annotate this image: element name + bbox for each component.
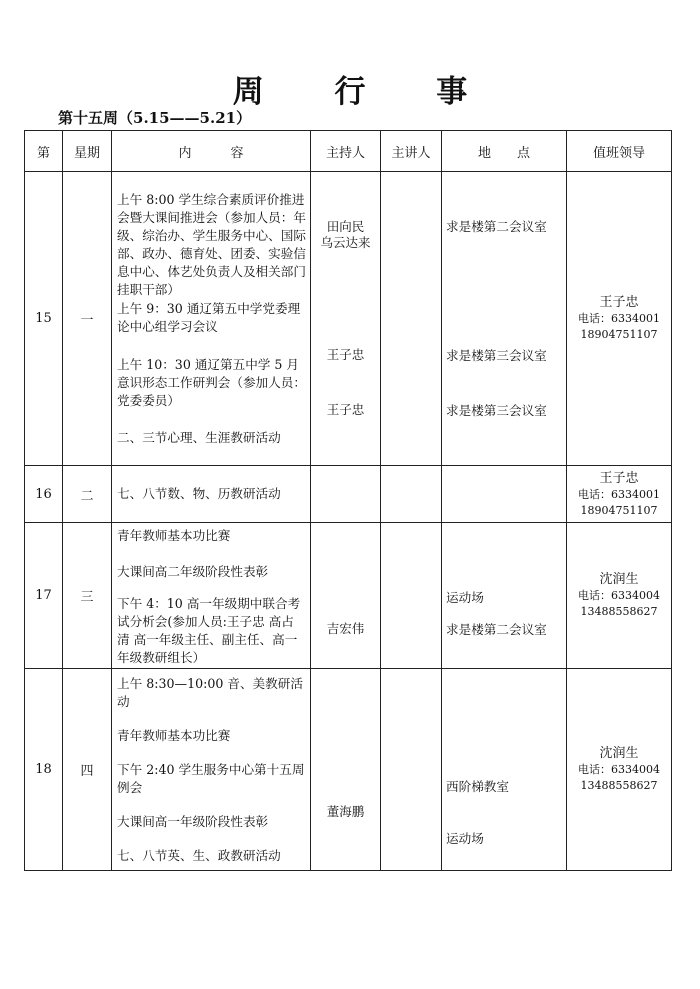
header-duty-leader: 值班领导	[567, 131, 672, 172]
host-item: 王子忠	[326, 346, 365, 362]
location-cell	[442, 172, 567, 466]
content-item: 大课间高一年级阶段性表彰	[117, 813, 269, 829]
duty-leader-mobile: 18904751107	[580, 328, 658, 341]
host-item: 董海鹏	[326, 803, 365, 819]
table-header-row	[25, 131, 672, 172]
content-cell	[112, 466, 311, 523]
content-cell	[112, 523, 311, 669]
table-row	[25, 669, 672, 871]
row-weekday: 一	[63, 172, 112, 466]
row-weekday: 二	[63, 466, 112, 523]
location-cell	[442, 466, 567, 523]
duty-leader-name: 沈润生	[599, 572, 639, 587]
speaker-cell	[381, 466, 442, 523]
header-speaker: 主讲人	[381, 131, 442, 172]
host-item	[311, 553, 380, 589]
content-item: 七、八节数、物、历教研活动	[117, 486, 281, 501]
duty-leader-cell	[567, 523, 672, 669]
week-subtitle: 第十五周（5.15——5.21）	[58, 109, 252, 127]
table-row	[25, 523, 672, 669]
duty-leader-name: 沈润生	[599, 746, 639, 761]
host-item: 王子忠	[326, 401, 365, 417]
location-item: 运动场	[446, 589, 484, 605]
content-item: 上午 8:30—10:00 音、美教研活动	[117, 675, 303, 709]
host-item	[311, 718, 380, 804]
duty-leader-mobile: 13488558627	[580, 779, 658, 792]
host-cell	[311, 466, 381, 523]
content-item: 青年教师基本功比赛	[117, 727, 231, 743]
header-seq: 第	[25, 131, 63, 172]
duty-leader-phone: 电话：6334001	[578, 312, 660, 325]
duty-leader-mobile: 18904751107	[580, 503, 658, 517]
location-item	[442, 692, 566, 778]
duty-leader-phone: 电话：6334004	[578, 763, 660, 776]
location-item: 运动场	[446, 830, 484, 846]
header-weekday: 星期	[63, 131, 112, 172]
duty-leader-phone: 电话：6334004	[578, 589, 660, 602]
duty-leader-cell	[567, 669, 672, 871]
content-cell	[112, 172, 311, 466]
duty-leader-mobile: 13488558627	[580, 605, 658, 618]
location-item	[442, 553, 566, 589]
row-number: 18	[25, 669, 63, 871]
host-item	[311, 589, 380, 621]
content-item: 下午 2:40 学生服务中心第十五周例会	[117, 761, 305, 795]
duty-leader-cell	[567, 172, 672, 466]
content-item: 大课间高二年级阶段性表彰	[117, 563, 269, 579]
speaker-cell	[381, 669, 442, 871]
content-item: 下午 4：10 高一年级期中联合考试分析会(参加人员:王子忠 高占清 高一年级主任、副主任、高一年级教研组长）	[117, 595, 301, 665]
page-title: 周 行 事	[232, 74, 498, 110]
location-item: 求是楼第二会议室	[446, 621, 547, 637]
content-item: 上午 10：30 通辽第五中学 5 月意识形态工作研判会（参加人员：党委委员）	[117, 356, 306, 408]
schedule-table	[24, 130, 672, 871]
header-location: 地 点	[442, 131, 567, 172]
host-item: 田向民 乌云达来	[320, 218, 371, 250]
location-item: 求是楼第二会议室	[446, 218, 547, 234]
speaker-cell	[381, 172, 442, 466]
content-item: 上午 8:00 学生综合素质评价推进会暨大课间推进会（参加人员：年级、综治办、学生服务中心、国际部、政办、德育处、团委、实验信息中心、体艺处负责人及相关部门挂职干部）	[117, 191, 306, 297]
duty-leader-cell	[567, 466, 672, 523]
content-item: 上午 9：30 通辽第五中学党委理论中心组学习会议	[117, 300, 301, 334]
host-item: 吉宏伟	[326, 620, 365, 636]
host-cell	[311, 172, 381, 466]
location-cell	[442, 669, 567, 871]
duty-leader-name: 王子忠	[599, 470, 639, 486]
location-item: 求是楼第三会议室	[446, 347, 547, 363]
duty-leader-name: 王子忠	[599, 295, 639, 310]
host-cell	[311, 669, 381, 871]
table-row	[25, 172, 672, 466]
row-weekday: 四	[63, 669, 112, 871]
location-item: 西阶梯教室	[446, 778, 509, 794]
row-weekday: 三	[63, 523, 112, 669]
duty-leader-phone: 电话：6334001	[578, 487, 660, 501]
header-host: 主持人	[311, 131, 381, 172]
speaker-cell	[381, 523, 442, 669]
host-cell	[311, 523, 381, 669]
location-item: 求是楼第三会议室	[446, 402, 547, 418]
table-row	[25, 466, 672, 523]
location-cell	[442, 523, 567, 669]
row-number: 16	[25, 466, 63, 523]
row-number: 15	[25, 172, 63, 466]
content-cell	[112, 669, 311, 871]
row-number: 17	[25, 523, 63, 669]
content-item: 七、八节英、生、政教研活动	[117, 847, 281, 863]
content-item: 二、三节心理、生涯教研活动	[117, 429, 281, 445]
content-item: 青年教师基本功比赛	[117, 527, 231, 543]
header-content: 内 容	[112, 131, 311, 172]
